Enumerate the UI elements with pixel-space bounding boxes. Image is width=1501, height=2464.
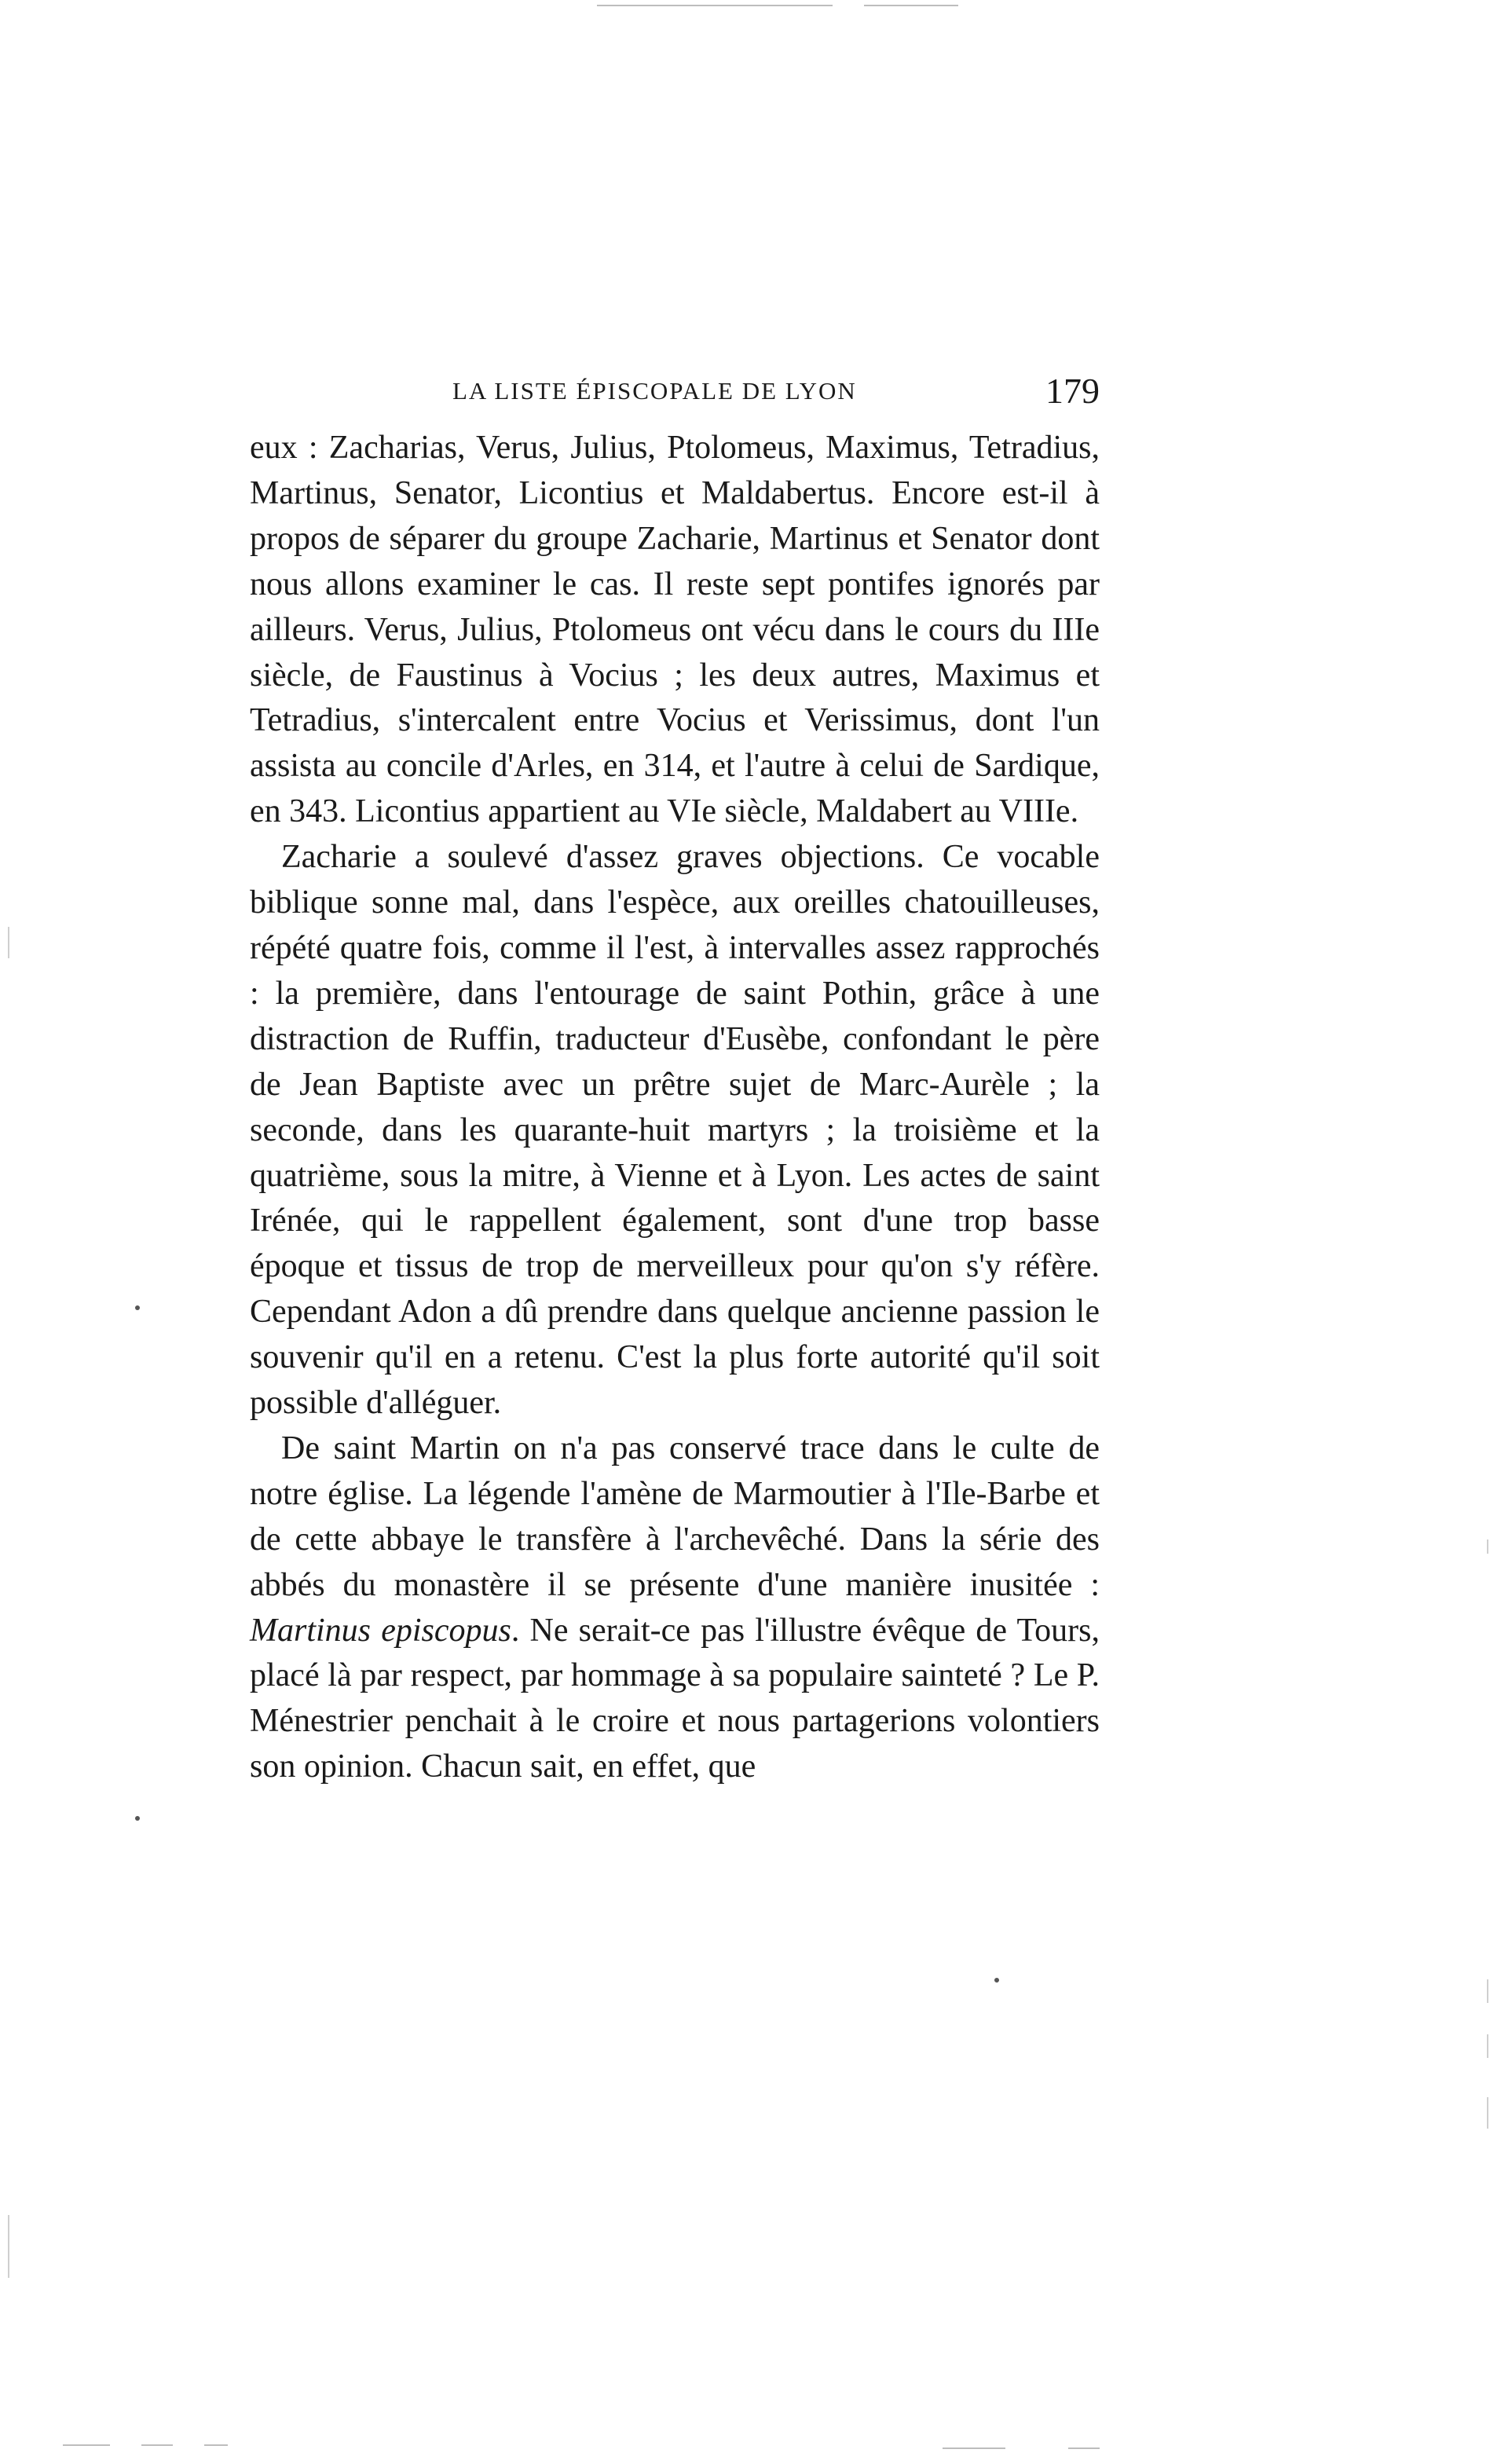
ink-speck — [135, 1816, 140, 1821]
ink-speck — [994, 1978, 999, 1983]
bottom-edge-rule — [1068, 2448, 1100, 2449]
top-edge-rule-short — [864, 5, 958, 6]
bottom-edge-rule — [141, 2444, 173, 2446]
running-head — [250, 368, 1100, 423]
right-edge-mark — [1487, 1540, 1488, 1554]
left-edge-mark — [8, 927, 9, 958]
page-number: 179 — [1045, 371, 1100, 411]
paragraph-3-tail: . Ne serait-ce pas l'illustre évêque de Tours, placé là par respect, par hommage à sa populaire sainteté ? Le P. Ménestrier penchait à le croire et nous partagerions volontiers son opinion. Chacun sait, en effet, que — [250, 1612, 1100, 1785]
paragraph-3-italic: Martinus episcopus — [250, 1612, 511, 1649]
running-title: LA LISTE ÉPISCOPALE DE LYON — [452, 377, 857, 405]
paragraph-3 — [250, 1426, 1100, 1790]
left-edge-mark — [8, 2215, 9, 2278]
ink-speck — [135, 1305, 140, 1310]
right-edge-mark — [1487, 2097, 1488, 2129]
right-edge-mark — [1487, 2034, 1488, 2058]
paragraph-2: Zacharie a soulevé d'assez graves objections. Ce vocable biblique sonne mal, dans l'espèce, aux oreilles chatouilleuses, répété quatre fois, comme il l'est, à intervalles assez rapprochés : la première, dans l'entourage de saint Pothin, grâce à une distraction de Ruffin, traducteur d'Eusèbe, confondant le père de Jean Baptiste avec un prêtre sujet de Marc-Aurèle ; la seconde, dans les quarante-huit martyrs ; la troisième et la quatrième, sous la mitre, à Vienne et à Lyon. Les actes de saint Irénée, qui le rappellent également, sont d'une trop basse époque et tissus de trop de merveilleux pour qu'on s'y réfère. Cependant Adon a dû prendre dans quelque ancienne passion le souvenir qu'il en a retenu. C'est la plus forte autorité qu'il soit possible d'alléguer. — [250, 839, 1100, 1422]
paragraph-3-lead: De saint Martin on n'a pas conservé trace dans le culte de notre église. La légende l'amène de Marmoutier à l'Ile-Barbe et de cette abbaye le transfère à l'archevêché. Dans la série des abbés du monastère il se présente d'une manière inusitée : — [250, 1430, 1100, 1603]
body-text — [250, 426, 1100, 1790]
top-edge-rule — [597, 5, 833, 6]
bottom-edge-rule — [63, 2444, 110, 2446]
bottom-edge-rule — [204, 2444, 228, 2446]
right-edge-mark — [1487, 1979, 1488, 2003]
bottom-edge-rule — [943, 2448, 1005, 2449]
paragraph-1: eux : Zacharias, Verus, Julius, Ptolomeus, Maximus, Tetradius, Martinus, Senator, Licontius et Maldabertus. Encore est-il à propos de séparer du groupe Zacharie, Martinus et Senator dont nous allons examiner le cas. Il reste sept pontifes ignorés par ailleurs. Verus, Julius, Ptolomeus ont vécu dans le cours du IIIe siècle, de Faustinus à Vocius ; les deux autres, Maximus et Tetradius, s'intercalent entre Vocius et Verissimus, dont l'un assista au concile d'Arles, en 314, et l'autre à celui de Sardique, en 343. Licontius appartient au VIe siècle, Maldabert au VIIIe. — [250, 430, 1100, 830]
